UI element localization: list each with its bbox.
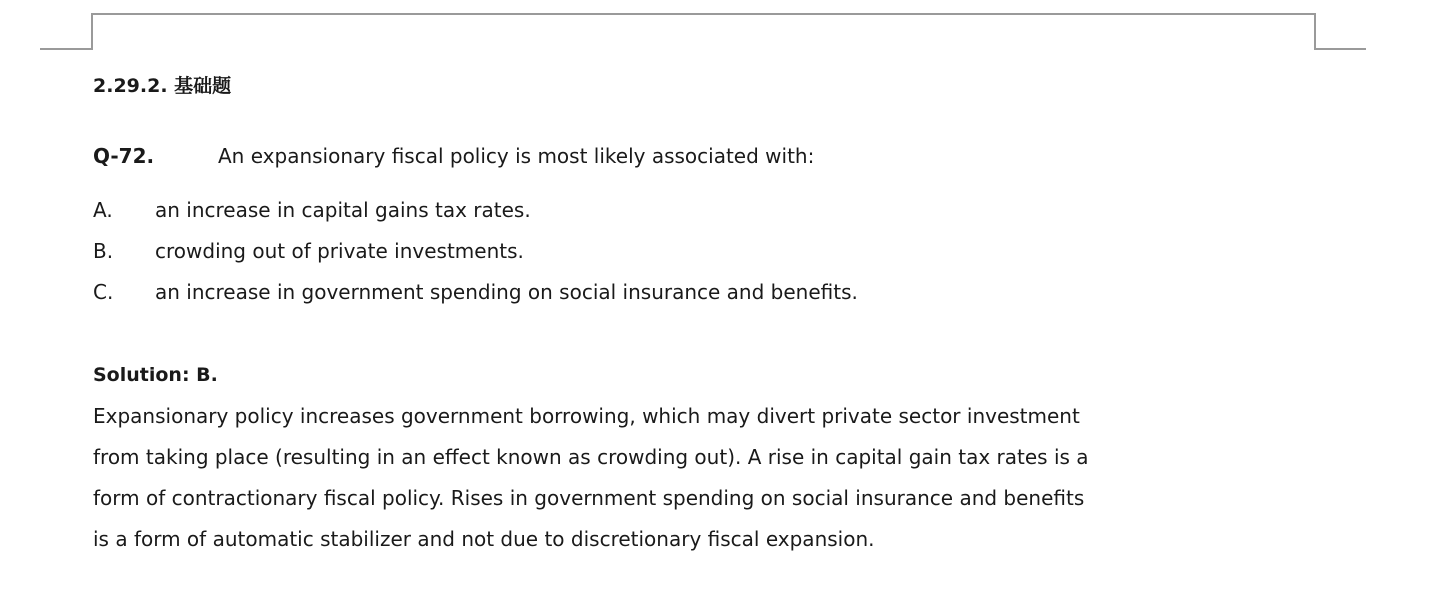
explanation-line: Expansionary policy increases government borrowing, which may divert private sector investment	[93, 404, 1080, 428]
option-a-text: an increase in capital gains tax rates.	[155, 198, 531, 222]
explanation-line: is a form of automatic stabilizer and not due to discretionary fiscal expansion.	[93, 527, 875, 551]
question-stem: An expansionary fiscal policy is most likely associated with:	[218, 144, 815, 168]
header-left-corner-horizontal	[40, 48, 93, 50]
option-c-letter: C.	[93, 280, 114, 304]
option-c-text: an increase in government spending on social insurance and benefits.	[155, 280, 858, 304]
solution-label: Solution: B.	[93, 364, 218, 386]
option-a-letter: A.	[93, 198, 113, 222]
option-b-letter: B.	[93, 239, 114, 263]
header-right-corner-horizontal	[1314, 48, 1366, 50]
option-b-text: crowding out of private investments.	[155, 239, 524, 263]
explanation-line: form of contractionary fiscal policy. Rises in government spending on social insurance and benefits	[93, 486, 1085, 510]
header-right-corner-vertical	[1314, 13, 1316, 50]
question-number: Q-72.	[93, 144, 155, 168]
header-top-rule	[92, 13, 1316, 15]
section-heading: 2.29.2. 基础题	[93, 75, 232, 97]
explanation-line: from taking place (resulting in an effect known as crowding out). A rise in capital gain tax rates is a	[93, 445, 1089, 469]
header-left-corner-vertical	[91, 13, 93, 50]
